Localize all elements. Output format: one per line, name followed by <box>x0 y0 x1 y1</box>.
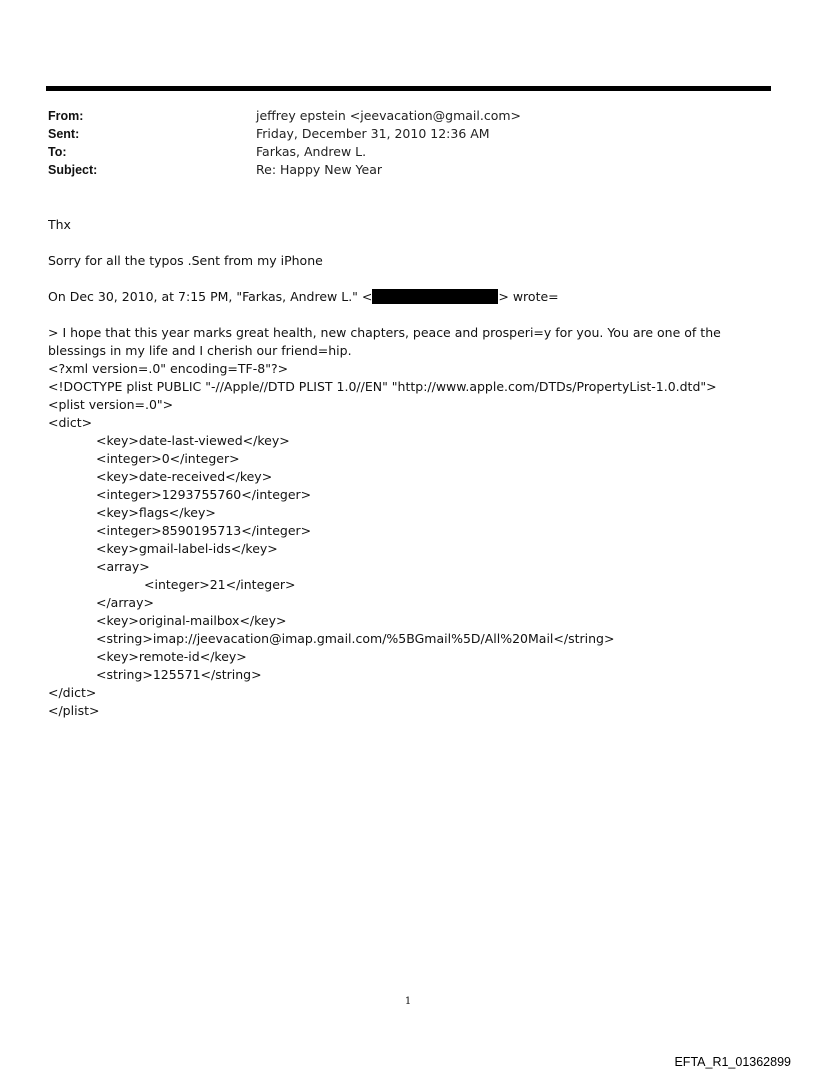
quote-intro-before: On Dec 30, 2010, at 7:15 PM, "Farkas, Andrew L." < <box>48 289 373 304</box>
to-label: To: <box>48 145 67 159</box>
xml-line: <plist version=.0"> <box>48 397 174 412</box>
from-value: jeffrey epstein <jeevacation@gmail.com> <box>256 108 522 123</box>
xml-line: <key>date-last-viewed</key> <box>96 433 290 448</box>
subject-value: Re: Happy New Year <box>256 162 383 177</box>
xml-line: </plist> <box>48 703 100 718</box>
bates-number: EFTA_R1_01362899 <box>674 1055 791 1069</box>
signature-text: Sorry for all the typos .Sent from my iPhone <box>48 253 323 268</box>
xml-line: </dict> <box>48 685 97 700</box>
quote-intro-after: > wrote= <box>498 289 559 304</box>
sent-row <box>48 125 768 143</box>
xml-line: </array> <box>96 595 154 610</box>
xml-line: <string>125571</string> <box>96 667 262 682</box>
email-header <box>48 107 768 179</box>
xml-line: <dict> <box>48 415 93 430</box>
xml-line: <array> <box>96 559 150 574</box>
sent-value: Friday, December 31, 2010 12:36 AM <box>256 126 490 141</box>
xml-line: <key>gmail-label-ids</key> <box>96 541 278 556</box>
xml-line: <!DOCTYPE plist PUBLIC "-//Apple//DTD PLIST 1.0//EN" "http://www.apple.com/DTDs/PropertyList-1.0.dtd"> <box>48 379 717 394</box>
subject-row <box>48 161 768 179</box>
quoted-message: > I hope that this year marks great health, new chapters, peace and prosperi=y for you. You are one of the blessings in my life and I cherish our friend=hip. <box>48 325 721 358</box>
quote-intro <box>48 288 768 306</box>
xml-line: <key>remote-id</key> <box>96 649 247 664</box>
xml-line: <key>date-received</key> <box>96 469 273 484</box>
to-row <box>48 143 768 161</box>
xml-line: <integer>1293755760</integer> <box>96 487 312 502</box>
xml-line: <string>imap://jeevacation@imap.gmail.com/%5BGmail%5D/All%20Mail</string> <box>96 631 615 646</box>
reply-text: Thx <box>48 217 71 232</box>
from-label: From: <box>48 109 84 123</box>
to-value: Farkas, Andrew L. <box>256 144 367 159</box>
header-rule <box>46 86 771 91</box>
xml-line: <key>original-mailbox</key> <box>96 613 287 628</box>
xml-line: <integer>8590195713</integer> <box>96 523 312 538</box>
xml-line: <integer>0</integer> <box>96 451 240 466</box>
xml-line: <?xml version=.0" encoding=TF-8"?> <box>48 361 289 376</box>
sent-label: Sent: <box>48 127 80 141</box>
page-number: 1 <box>404 996 412 1007</box>
from-row <box>48 107 768 125</box>
subject-label: Subject: <box>48 163 98 177</box>
email-body <box>48 216 768 720</box>
xml-line: <integer>21</integer> <box>144 577 296 592</box>
xml-line: <key>flags</key> <box>96 505 216 520</box>
redaction-box <box>372 289 498 304</box>
